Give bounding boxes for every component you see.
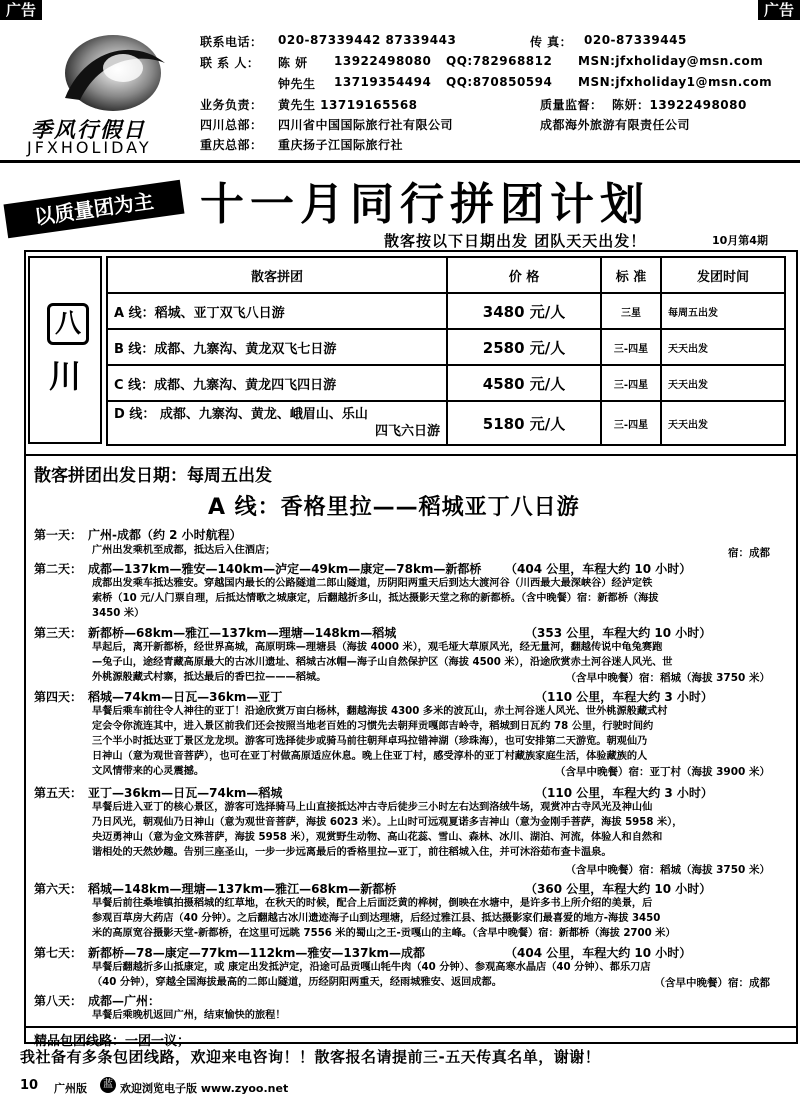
chongqing-hq-value: 重庆扬子江国际旅行社 [278, 138, 404, 152]
company-logo [25, 28, 185, 158]
contact-person-label: 联 系 人： [200, 56, 260, 70]
region-box [28, 256, 102, 444]
day-2-text [92, 576, 782, 621]
text-line: 广州出发乘机至成都，抵达后入住酒店； [92, 545, 276, 556]
ad-badge-left: 广告 [0, 0, 42, 20]
contact-1-msn: MSN:jfxholiday@msn.com [578, 54, 764, 68]
day-5-route: 亚丁—36km—日瓦—74km—稻城 [88, 786, 283, 800]
standard-cell: 三-四星 [601, 329, 661, 365]
day-7-stay: （含早中晚餐）宿：成都 [654, 977, 770, 989]
route-line-1: D 线： 成都、九寨沟、黄龙、峨眉山、乐山 [114, 407, 368, 422]
text-line: 参观百草房大药店（40 分钟）。之后翻越古冰川遗迹海子山到达理塘，后经过雅江县、抵达摄影家们最喜爱的地方-海拔 3450 [92, 913, 661, 924]
text-line: 索桥（10 元/人门票自理，后抵达情歌之城康定，后翻越折多山，抵达摄影天堂之称的新都桥。（含中晚餐）宿：新都桥（海拔 [92, 593, 659, 604]
day-8-text [92, 1008, 782, 1023]
day-7-label: 第七天： [34, 946, 83, 960]
text-line: （40 分钟），穿越全国海拔最高的二郎山隧道，历经阴阳两重天，经雨城雅安、返回成都。 [92, 977, 502, 988]
day-6-route: 稻城—148km—理塘—137km—雅江—68km—新都桥 [88, 882, 397, 896]
contact-2-name: 钟先生 [278, 77, 316, 91]
slogan: 我社备有多条包团线路，欢迎来电咨询！！散客报名请提前三-五天传真名单，谢谢！ [20, 1048, 601, 1066]
quality-label: 质量监督： [540, 98, 603, 112]
itinerary-title: A 线：香格里拉——稻城亚丁八日游 [208, 495, 580, 520]
chengdu-agency: 成都海外旅游有限责任公司 [540, 118, 691, 132]
sichuan-hq-label: 四川总部： [200, 118, 263, 132]
day-7-route: 新都桥—78—康定—77km—112km—雅安—137km—成都 [88, 946, 425, 960]
departure-cell: 天天出发 [661, 365, 785, 401]
route-cell [107, 401, 447, 445]
sichuan-hq-value: 四川省中国国际旅行社有限公司 [278, 118, 454, 132]
text-line: 谐相处的天然妙趣。告别三座圣山，一步一步远离最后的香格里拉—亚丁，前往稻城入住，并可沐浴茹布查卡温泉。 [92, 847, 612, 858]
logo-script-text: 季风行假日 [31, 117, 146, 142]
contact-1-name: 陈 妍 [278, 56, 308, 70]
boutique-line: 精品包团线路：一团一议； [34, 1034, 191, 1049]
day-6-label: 第六天： [34, 882, 83, 896]
contact-2-qq: QQ:870850594 [446, 75, 553, 89]
text-line: 早餐后乘车前往令人神往的亚丁！沿途欣赏万亩白杨林，翻越海拔 4300 多米的波瓦山，赤土河谷迷人风光、世外桃源般藏式村 [92, 706, 668, 717]
phone-label: 联系电话： [200, 35, 263, 49]
text-line: 定会令你流连其中，进入景区前我们还会按照当地老百姓的习惯先去朝拜贡嘎郎吉岭寺，稻城到日瓦约 78 公里，行驶时间约 [92, 721, 654, 732]
contact-1-tel: 13922498080 [334, 54, 432, 68]
logo-swirl-icon [25, 28, 185, 118]
contact-2-tel: 13719354494 [334, 75, 432, 89]
day-1-route: 广州-成都（约 2 小时航程） [88, 528, 242, 542]
price-cell: 3480 元/人 [447, 293, 601, 329]
table-row [107, 293, 785, 329]
text-line: 早餐后翻越折多山抵康定，或 康定出发抵泸定，沿途可品贡嘎山牦牛肉（40 分钟）、参观高寒水晶店（40 分钟）、都乐刀店 [92, 962, 651, 973]
day-5-info: （110 公里，车程大约 3 小时） [535, 786, 713, 800]
day-8-label: 第八天： [34, 994, 83, 1008]
issue-number: 10月第4期 [712, 234, 768, 247]
region-char-1: 八 [47, 303, 89, 345]
text-line: —兔子山，途经青藏高原最大的古冰川遗址、稻城古冰帽—海子山自然保护区（海拔 4500 米），沿途欣赏赤土河谷迷人风光、世 [92, 657, 673, 668]
departure-cell: 每周五出发 [661, 293, 785, 329]
day-5-label: 第五天： [34, 786, 83, 800]
business-value: 黄先生 13719165568 [278, 98, 418, 112]
ad-badge-right: 广告 [758, 0, 800, 20]
route-cell: B 线：成都、九寨沟、黄龙双飞七日游 [107, 329, 447, 365]
standard-cell: 三星 [601, 293, 661, 329]
day-3-stay: （含早中晚餐）宿：稻城（海拔 3750 米） [565, 672, 770, 684]
text-line: 三个半小时抵达亚丁景区龙龙坝。游客可选择徒步或骑马前往朝拜卓玛拉错神湖（珍珠海），也可安排第二天游览。朝观仙乃 [92, 736, 648, 747]
text-line: 乃日风光，朝观仙乃日神山（意为观世音菩萨，海拔 6023 米）。上山时可远观夏诺多吉神山（意为金刚手菩萨，海拔 5958 米）， [92, 817, 683, 828]
text-line: 早餐后前往桑堆镇拍摄稻城的红草地，在秋天的时候，配合上后面泛黄的桦树，倒映在水塘中，是许多书上所介绍的美景，后 [92, 898, 653, 909]
business-label: 业务负责： [200, 98, 263, 112]
day-4-stay: （含早中晚餐）宿：亚丁村（海拔 3900 米） [554, 766, 770, 778]
day-4-info: （110 公里，车程大约 3 小时） [535, 690, 713, 704]
day-1-text [92, 543, 732, 558]
text-line: 早起后，离开新都桥，经世界高城，高原明珠—理塘县（海拔 4000 米），观毛垭大草原风光，经无量河，翻越传说中龟兔赛跑 [92, 642, 663, 653]
chongqing-hq-label: 重庆总部： [200, 138, 263, 152]
route-cell: C 线：成都、九寨沟、黄龙四飞四日游 [107, 365, 447, 401]
text-line: 日神山（意为观世音菩萨），也可在亚丁村做高原适应休息。晚上住亚丁村，感受淳朴的亚丁村藏族家庭生活，体验藏族的人 [92, 751, 648, 762]
phone-value: 020-87339442 87339443 [278, 33, 457, 47]
table-row [107, 401, 785, 445]
departure-cell: 天天出发 [661, 401, 785, 445]
day-2-route: 成都—137km—雅安—140km—泸定—49km—康定—78km—新都桥 [88, 562, 482, 576]
region-char-2: 川 [48, 357, 81, 395]
banner-subtitle: 散客按以下日期出发 团队天天出发！ [384, 232, 647, 250]
day-1-stay: 宿：成都 [728, 547, 770, 559]
departure-cell: 天天出发 [661, 329, 785, 365]
fax-value: 020-87339445 [584, 33, 687, 47]
day-3-info: （353 公里，车程大约 10 小时） [525, 626, 712, 640]
price-table-header [107, 257, 785, 293]
day-5-stay: （含早中晚餐）宿：稻城（海拔 3750 米） [565, 864, 770, 876]
day-6-info: （360 公里，车程大约 10 小时） [525, 882, 712, 896]
standard-cell: 三-四星 [601, 401, 661, 445]
table-row [107, 329, 785, 365]
footer-edition: 广州版 [54, 1082, 87, 1095]
quality-value: 陈妍：13922498080 [612, 98, 747, 112]
text-line: 文风情带来的心灵震撼。 [92, 766, 205, 777]
day-2-info: （404 公里，车程大约 10 小时） [505, 562, 692, 576]
day-3-label: 第三天： [34, 626, 83, 640]
text-line: 外桃源般藏式村寨，抵达最后的香巴拉———稻城。 [92, 672, 327, 683]
footer-page: 10 [20, 1078, 39, 1093]
header-divider [0, 160, 800, 163]
text-line: 早餐后进入亚丁的核心景区，游客可选择骑马上山直接抵达冲古寺后徒步三小时左右达到洛绒牛场，观赏冲古寺风光及神山仙 [92, 802, 653, 813]
contact-2-msn: MSN:jfxholiday1@msn.com [578, 75, 773, 89]
contact-1-qq: QQ:782968812 [446, 54, 553, 68]
standard-cell: 三-四星 [601, 365, 661, 401]
price-table [106, 256, 786, 446]
header-standard: 标 准 [601, 257, 661, 293]
text-line: 3450 米） [92, 608, 145, 619]
fax-label: 传 真： [530, 35, 573, 49]
day-3-route: 新都桥—68km—雅江—137km—理塘—148km—稻城 [88, 626, 397, 640]
day-4-route: 稻城—74km—日瓦—36km—亚丁 [88, 690, 283, 704]
day-2-label: 第二天： [34, 562, 83, 576]
table-row [107, 365, 785, 401]
logo-latin-text: JFXHOLIDAY [27, 138, 152, 157]
day-5-text [92, 800, 782, 860]
day-7-info: （404 公里，车程大约 10 小时） [505, 946, 692, 960]
boutique-divider [24, 1026, 796, 1028]
banner-title: 十一月同行拼团计划 [200, 179, 650, 230]
price-cell: 2580 元/人 [447, 329, 601, 365]
day-4-label: 第四天： [34, 690, 83, 704]
day-1-label: 第一天： [34, 528, 83, 542]
day-6-text [92, 896, 782, 941]
section-divider [24, 454, 796, 456]
text-line: 米的高原宽谷摄影天堂-新都桥，在这里可远眺 7556 米的蜀山之王-贡嘎山的主峰。（含早中晚餐）宿：新都桥（海拔 2700 米） [92, 928, 676, 939]
text-line: 央迈勇神山（意为金文殊菩萨，海拔 5958 米），观赏野生动物、高山花蕊、雪山、森林、冰川、湖泊、河流，体验人和自然和 [92, 832, 663, 843]
departure-dates: 散客拼团出发日期：每周五出发 [34, 466, 272, 486]
day-8-route: 成都—广州： [88, 994, 161, 1008]
route-cell: A 线：稻城、亚丁双飞八日游 [107, 293, 447, 329]
footer-circle-icon: 蓝 [100, 1077, 116, 1093]
text-line: 早餐后乘晚机返回广州，结束愉快的旅程！ [92, 1010, 286, 1021]
text-line: 成都出发乘车抵达雅安。穿越国内最长的公路隧道二郎山隧道，历阴阳两重天后到达大渡河谷（川西最大最深峡谷）经泸定铁 [92, 578, 653, 589]
header-price: 价 格 [447, 257, 601, 293]
header-route: 散客拼团 [107, 257, 447, 293]
header-departure: 发团时间 [661, 257, 785, 293]
footer-site: 欢迎浏览电子版 www.zyoo.net [120, 1082, 289, 1095]
price-cell: 4580 元/人 [447, 365, 601, 401]
banner-tag: 以质量团为主 [4, 180, 185, 238]
route-line-2: 四飞六日游 [374, 424, 440, 439]
price-cell: 5180 元/人 [447, 401, 601, 445]
